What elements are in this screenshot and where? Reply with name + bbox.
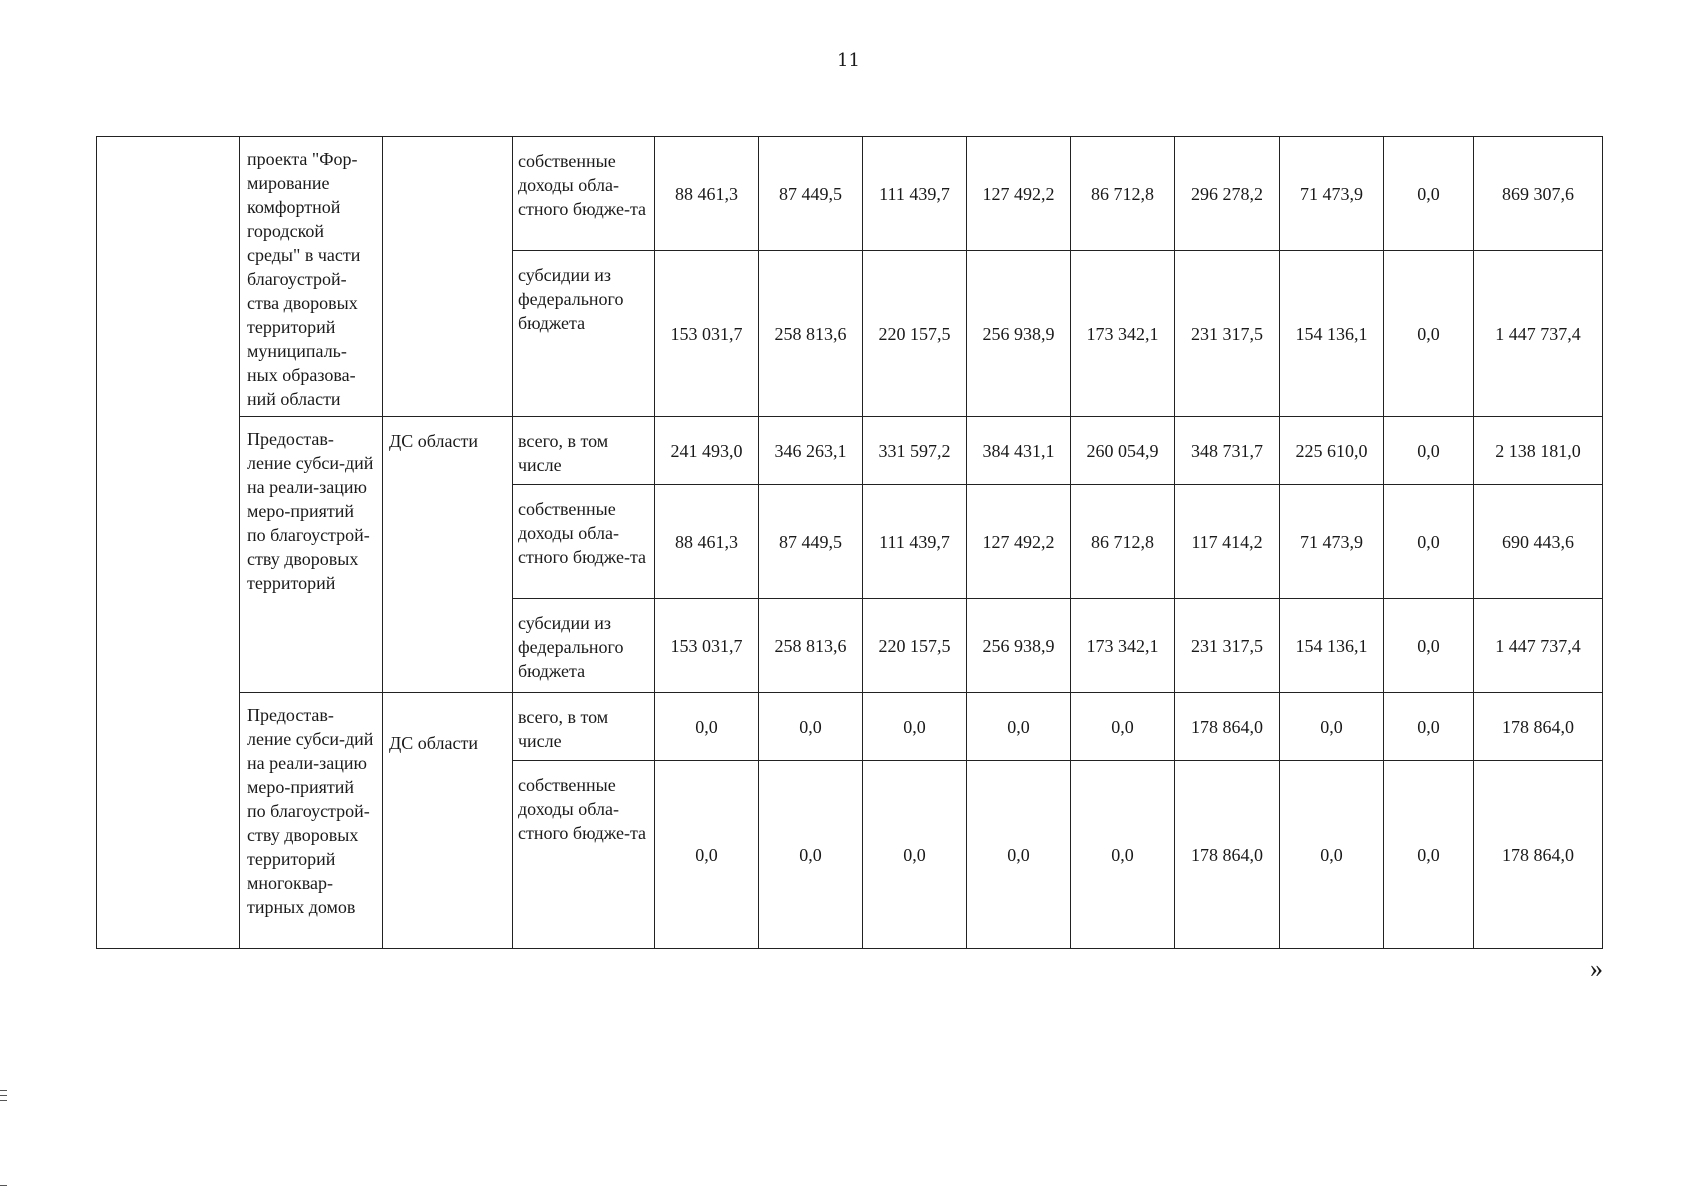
value-cell: 0,0 (1384, 693, 1474, 761)
value-cell: 0,0 (1384, 761, 1474, 949)
measure-description: Предостав-ление субси-дий на реали-зацию меро-приятий по благоустрой-ству дворовых территорий (240, 417, 383, 693)
value-cell: 258 813,6 (759, 251, 863, 417)
value-cell: 173 342,1 (1071, 251, 1175, 417)
value-cell: 0,0 (655, 761, 759, 949)
value-cell: 178 864,0 (1175, 693, 1280, 761)
measure-description: проекта "Фор-мирование комфортной городской среды" в части благоустрой-ства дворовых территорий муниципаль-ных образова-ний области (240, 137, 383, 417)
value-cell: 231 317,5 (1175, 599, 1280, 693)
value-cell: 86 712,8 (1071, 137, 1175, 251)
value-cell: 258 813,6 (759, 599, 863, 693)
total-cell: 178 864,0 (1474, 761, 1603, 949)
value-cell: 111 439,7 (863, 485, 967, 599)
value-cell: 0,0 (1071, 693, 1175, 761)
funding-source: собственные доходы обла-стного бюдже-та (513, 485, 655, 599)
responsible-party: ДС области (383, 417, 513, 693)
closing-quote-mark: » (1590, 954, 1603, 983)
empty-first-column (97, 137, 240, 949)
value-cell: 0,0 (1384, 251, 1474, 417)
value-cell: 153 031,7 (655, 599, 759, 693)
value-cell: 0,0 (967, 761, 1071, 949)
value-cell: 220 157,5 (863, 251, 967, 417)
value-cell: 0,0 (1384, 137, 1474, 251)
value-cell: 71 473,9 (1280, 485, 1384, 599)
value-cell: 0,0 (759, 761, 863, 949)
value-cell: 0,0 (863, 761, 967, 949)
value-cell: 0,0 (1280, 761, 1384, 949)
value-cell: 111 439,7 (863, 137, 967, 251)
value-cell: 0,0 (655, 693, 759, 761)
value-cell: 256 938,9 (967, 599, 1071, 693)
value-cell: 153 031,7 (655, 251, 759, 417)
value-cell: 127 492,2 (967, 485, 1071, 599)
funding-source: субсидии из федерального бюджета (513, 251, 655, 417)
total-cell: 869 307,6 (1474, 137, 1603, 251)
funding-source: субсидии из федерального бюджета (513, 599, 655, 693)
value-cell: 0,0 (1071, 761, 1175, 949)
value-cell: 173 342,1 (1071, 599, 1175, 693)
value-cell: 241 493,0 (655, 417, 759, 485)
responsible-party: ДС области (383, 693, 513, 949)
value-cell: 225 610,0 (1280, 417, 1384, 485)
budget-table (96, 136, 1603, 949)
value-cell: 256 938,9 (967, 251, 1071, 417)
value-cell: 88 461,3 (655, 137, 759, 251)
value-cell: 260 054,9 (1071, 417, 1175, 485)
table-row (97, 137, 1603, 251)
value-cell: 127 492,2 (967, 137, 1071, 251)
value-cell: 87 449,5 (759, 137, 863, 251)
scan-margin-mark (0, 1100, 7, 1101)
funding-source: собственные доходы обла-стного бюдже-та (513, 137, 655, 251)
scan-margin-mark (0, 1185, 7, 1186)
value-cell: 154 136,1 (1280, 251, 1384, 417)
total-cell: 1 447 737,4 (1474, 599, 1603, 693)
page-number: 11 (837, 50, 860, 71)
value-cell: 220 157,5 (863, 599, 967, 693)
table-row (97, 693, 1603, 761)
value-cell: 331 597,2 (863, 417, 967, 485)
value-cell: 0,0 (1280, 693, 1384, 761)
value-cell: 348 731,7 (1175, 417, 1280, 485)
value-cell: 346 263,1 (759, 417, 863, 485)
value-cell: 154 136,1 (1280, 599, 1384, 693)
value-cell: 0,0 (967, 693, 1071, 761)
value-cell: 0,0 (759, 693, 863, 761)
value-cell: 87 449,5 (759, 485, 863, 599)
table-row (97, 417, 1603, 485)
responsible-party (383, 137, 513, 417)
value-cell: 296 278,2 (1175, 137, 1280, 251)
value-cell: 71 473,9 (1280, 137, 1384, 251)
funding-source: всего, в том числе (513, 693, 655, 761)
funding-source: собственные доходы обла-стного бюдже-та (513, 761, 655, 949)
scan-margin-mark (0, 1095, 7, 1096)
funding-source: всего, в том числе (513, 417, 655, 485)
value-cell: 86 712,8 (1071, 485, 1175, 599)
scan-margin-mark (0, 1090, 7, 1091)
value-cell: 384 431,1 (967, 417, 1071, 485)
total-cell: 1 447 737,4 (1474, 251, 1603, 417)
value-cell: 178 864,0 (1175, 761, 1280, 949)
value-cell: 0,0 (1384, 599, 1474, 693)
value-cell: 231 317,5 (1175, 251, 1280, 417)
measure-description: Предостав-ление субси-дий на реали-зацию меро-приятий по благоустрой-ству дворовых территорий многоквар-тирных домов (240, 693, 383, 949)
total-cell: 2 138 181,0 (1474, 417, 1603, 485)
value-cell: 0,0 (863, 693, 967, 761)
value-cell: 0,0 (1384, 485, 1474, 599)
value-cell: 88 461,3 (655, 485, 759, 599)
total-cell: 690 443,6 (1474, 485, 1603, 599)
value-cell: 0,0 (1384, 417, 1474, 485)
value-cell: 117 414,2 (1175, 485, 1280, 599)
total-cell: 178 864,0 (1474, 693, 1603, 761)
